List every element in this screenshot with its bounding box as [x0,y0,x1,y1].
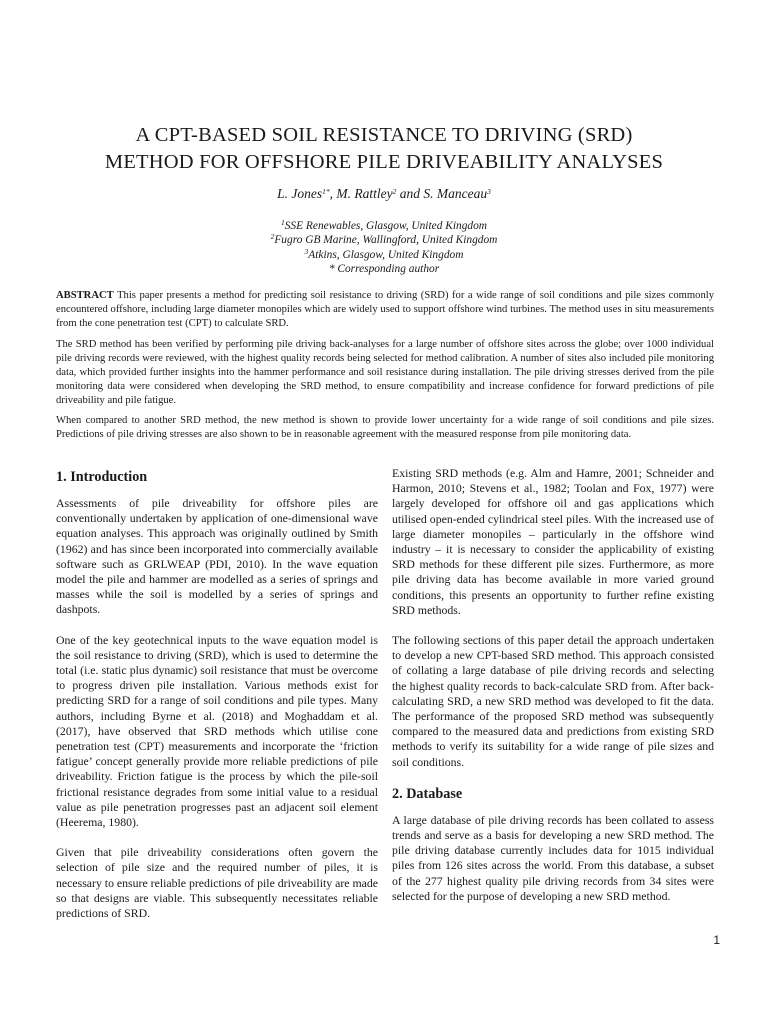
author-name: L. Jones [277,186,323,201]
affiliation-superscript: 2 [270,232,275,242]
body-paragraph: The following sections of this paper detail the approach undertaken to develop a new CPT-based SRD method. This approach consisted of collating a large database of pile driving records and selecting the highest quality records to back-calculate SRD from. After back-calculating SRD, a new SRD method was developed to fit the data. The performance of the proposed SRD method was subsequently compared to the measured data and predictions from existing SRD methods to verify its suitability for a wide range of pile sizes and soil conditions. [392,633,714,769]
body-paragraph: One of the key geotechnical inputs to the wave equation model is the soil resistance to driving (SRD), which is used to determine the total (i.e. static plus dynamic) soil resistance that must be overcome to progress driven pile installation. Various methods exist for predicting SRD for a range of soil conditions and pile types. Many authors, including Byrne et al. (2018) and Moghaddam et al. (2017), have observed that SRD methods which utilise cone penetration test (CPT) measurements and incorporate the ‘friction fatigue’ concept generally provide more reliable predictions of pile driveability. Friction fatigue is the process by which the pile-soil frictional resistance degrades from some initial value to a residual value as pile penetration progresses past an adjacent soil element (Heerema, 1980). [56,632,378,830]
body-paragraph: Assessments of pile driveability for offshore piles are conventionally undertaken by application of one-dimensional wave equation analyses. This approach was originally outlined by Smith (1962) and has since been incorporated into commercially available software such as GRLWEAP (PDI, 2010). In the wave equation model the pile and hammer are modelled as a series of springs and masses while the soil is modelled by a series of springs and dashpots. [56,496,378,617]
abstract-paragraph: The SRD method has been verified by performing pile driving back-analyses for a large number of offshore sites across the globe; over 1000 individual pile driving records were reviewed, with the highest quality records being selected for method calibration. A number of sites also included pile monitoring data, which provided further insights into the hammer performance and soil resistance during installation. The pile driving stresses derived from the pile monitoring data were considered when developing the SRD method, to ensure compatibility and increase confidence for forward predictions of pile driveability and pile fatigue. [56,339,714,406]
affiliation-superscript: 1 [280,218,285,227]
abstract-label: ABSTRACT [56,290,114,301]
right-column [392,466,714,919]
page-number: 1 [713,933,720,947]
author-superscript: 3 [487,187,491,196]
affiliation [40,219,728,233]
author-superscript: 1* [322,187,330,196]
author-name: M. Rattley [336,186,393,201]
paper-title [40,122,728,176]
affiliation-text: SSE Renewables, Glasgow, United Kingdom [284,220,488,232]
body-paragraph: Given that pile driveability considerations often govern the selection of pile size and the required number of piles, it is necessary to ensure reliable predictions of pile driveability are made so that designs are viable. This subsequently necessitates reliable predictions of SRD. [56,845,378,921]
author-separator: and [396,186,424,201]
author-list [40,185,728,203]
author-superscript: 2 [392,187,397,196]
author-separator: , [329,186,337,201]
affiliation-superscript: 3 [304,246,309,256]
title-line-1: A CPT-BASED SOIL RESISTANCE TO DRIVING (SRD) [135,124,633,146]
title-line-2: METHOD FOR OFFSHORE PILE DRIVEABILITY ANALYSES [104,151,664,173]
affiliation-text: Fugro GB Marine, Wallingford, United Kingdom [274,234,498,247]
affiliations [40,219,728,277]
section-heading: 2. Database [392,785,463,802]
affiliation [40,248,728,262]
abstract-paragraph [56,289,714,331]
author-name: S. Manceau [423,186,488,201]
abstract-text: This paper presents a method for predicting soil resistance to driving (SRD) for a wide range of soil conditions and pile sizes commonly encountered offshore, including large diameter monopiles which are widely used to support offshore wind turbines. The method uses in situ measurements from the cone penetration test (CPT) to calculate SRD. [56,290,714,329]
section-heading: 1. Introduction [56,469,148,485]
body-paragraph: A large database of pile driving records has been collated to assess trends and serve as a basis for developing a new SRD method. The pile driving database currently includes data for 1015 individual piles from 126 sites across the world. From this database, a subset of the 277 highest quality pile driving records from 34 sites were selected for the purpose of developing a new SRD method. [392,812,714,903]
affiliation [40,233,728,247]
left-column [56,468,378,936]
body-paragraph: Existing SRD methods (e.g. Alm and Hamre, 2001; Schneider and Harmon, 2010; Stevens et al., 1982; Toolan and Fox, 1977) were largely developed for offshore oil and gas applications which utilised open-ended cylindrical steel piles. With the increased use of large diameter monopiles – particularly in the offshore wind industry – it is necessary to consider the applicability of existing SRD methods for these different pile sizes. Furthermore, as more pile driving data has become available in more varied ground conditions, this presents an opportunity to further refine existing SRD methods. [392,466,714,617]
corresponding-author-note: * Corresponding author [328,263,440,276]
affiliation-text: Atkins, Glasgow, United Kingdom [308,248,464,261]
abstract-paragraph: When compared to another SRD method, the new method is shown to provide lower uncertainty for a wide range of soil conditions and pile sizes. Predictions of pile driving stresses are also shown to be in reasonable agreement with the measured response from pile monitoring data. [56,415,714,440]
